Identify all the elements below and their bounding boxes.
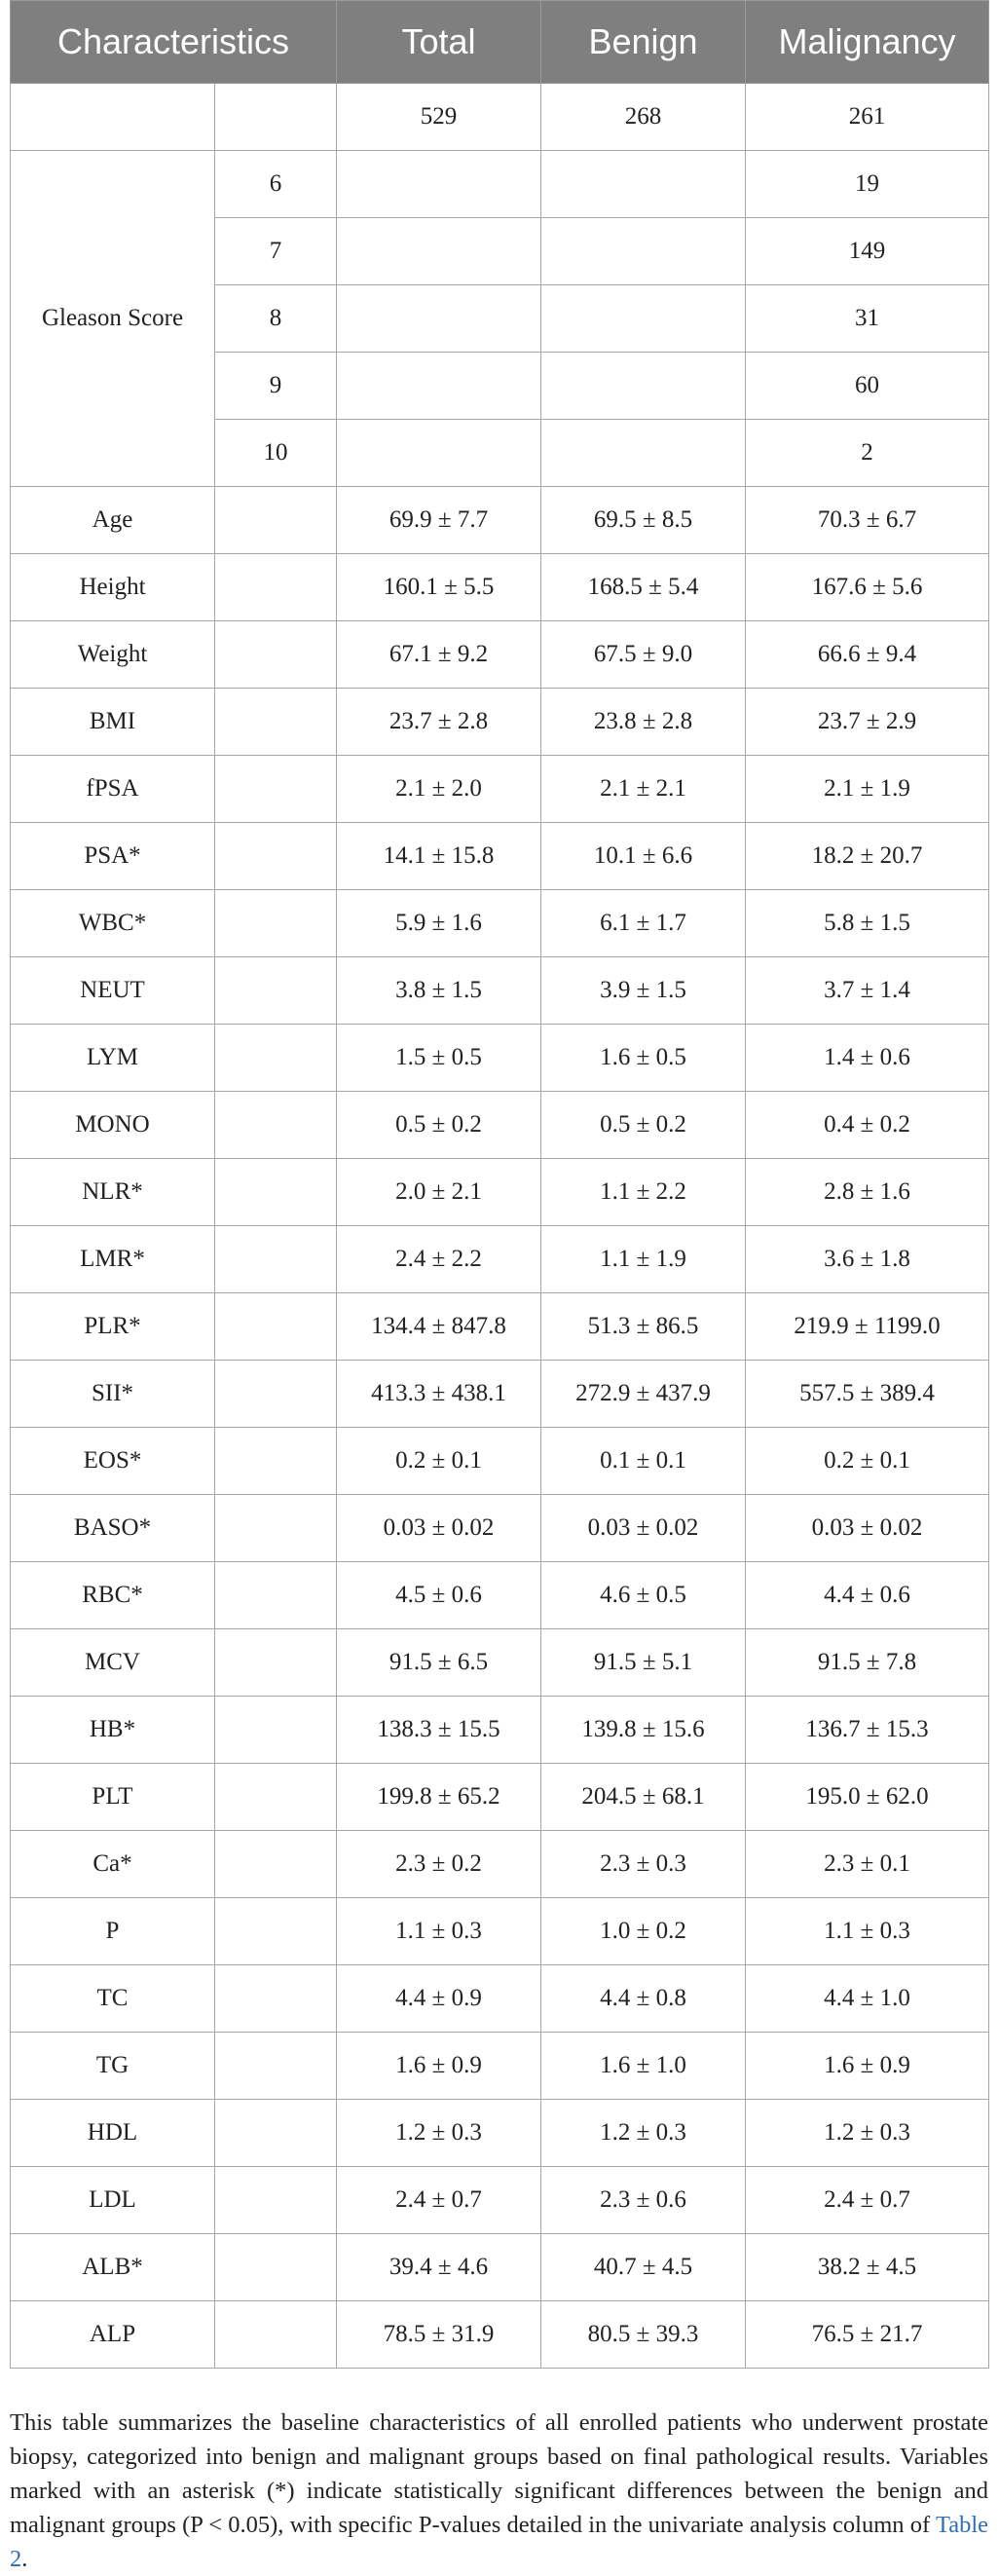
total-cell: 134.4 ± 847.8 [337,1293,541,1361]
characteristic-cell: EOS* [11,1428,215,1495]
malignancy-cell: 5.8 ± 1.5 [746,890,989,957]
total-cell: 2.4 ± 0.7 [337,2167,541,2234]
benign-cell: 2.3 ± 0.3 [541,1831,746,1898]
unit-cell [215,1562,337,1629]
table-row [11,1764,989,1831]
count-malignancy: 261 [746,84,989,151]
characteristic-cell: NLR* [11,1159,215,1226]
table-row [11,2167,989,2234]
malignancy-cell: 38.2 ± 4.5 [746,2234,989,2301]
benign-cell: 6.1 ± 1.7 [541,890,746,957]
total-cell: 14.1 ± 15.8 [337,823,541,890]
total-cell: 39.4 ± 4.6 [337,2234,541,2301]
table-caption [10,2406,988,2576]
characteristic-cell: Age [11,487,215,554]
total-cell: 199.8 ± 65.2 [337,1764,541,1831]
characteristic-cell: ALP [11,2301,215,2369]
gleason-score: 7 [215,218,337,285]
characteristic-cell: BMI [11,689,215,756]
total-cell: 138.3 ± 15.5 [337,1697,541,1764]
table-row [11,890,989,957]
header-total: Total [337,1,541,84]
total-cell: 4.4 ± 0.9 [337,1965,541,2033]
benign-cell: 2.1 ± 2.1 [541,756,746,823]
characteristic-cell: MONO [11,1092,215,1159]
total-cell: 91.5 ± 6.5 [337,1629,541,1697]
total-cell: 1.5 ± 0.5 [337,1025,541,1092]
benign-cell: 80.5 ± 39.3 [541,2301,746,2369]
gleason-benign [541,353,746,420]
unit-cell [215,957,337,1025]
unit-cell [215,1629,337,1697]
gleason-benign [541,218,746,285]
table-row [11,756,989,823]
table-row [11,2301,989,2369]
benign-cell: 10.1 ± 6.6 [541,823,746,890]
gleason-total [337,420,541,487]
header-benign: Benign [541,1,746,84]
unit-cell [215,1159,337,1226]
table-row [11,1226,989,1293]
characteristic-cell: RBC* [11,1562,215,1629]
benign-cell: 3.9 ± 1.5 [541,957,746,1025]
gleason-benign [541,420,746,487]
malignancy-cell: 2.1 ± 1.9 [746,756,989,823]
total-cell: 413.3 ± 438.1 [337,1361,541,1428]
benign-cell: 0.5 ± 0.2 [541,1092,746,1159]
malignancy-cell: 0.03 ± 0.02 [746,1495,989,1562]
malignancy-cell: 2.3 ± 0.1 [746,1831,989,1898]
malignancy-cell: 4.4 ± 1.0 [746,1965,989,2033]
characteristic-cell: PSA* [11,823,215,890]
total-cell: 1.2 ± 0.3 [337,2100,541,2167]
table-row [11,1092,989,1159]
unit-cell [215,1092,337,1159]
characteristic-cell: fPSA [11,756,215,823]
count-total: 529 [337,84,541,151]
benign-cell: 4.6 ± 0.5 [541,1562,746,1629]
table-row [11,2234,989,2301]
characteristic-cell: LDL [11,2167,215,2234]
unit-cell [215,1764,337,1831]
malignancy-cell: 66.6 ± 9.4 [746,621,989,689]
unit-cell [215,1428,337,1495]
characteristic-cell: Height [11,554,215,621]
total-cell: 0.5 ± 0.2 [337,1092,541,1159]
characteristic-cell: SII* [11,1361,215,1428]
table-row [11,689,989,756]
malignancy-cell: 2.4 ± 0.7 [746,2167,989,2234]
benign-cell: 23.8 ± 2.8 [541,689,746,756]
malignancy-cell: 1.2 ± 0.3 [746,2100,989,2167]
malignancy-cell: 1.1 ± 0.3 [746,1898,989,1965]
count-sub-empty [215,84,337,151]
table-row [11,1562,989,1629]
unit-cell [215,823,337,890]
benign-cell: 4.4 ± 0.8 [541,1965,746,2033]
benign-cell: 1.1 ± 2.2 [541,1159,746,1226]
unit-cell [215,1226,337,1293]
count-benign: 268 [541,84,746,151]
malignancy-cell: 0.4 ± 0.2 [746,1092,989,1159]
gleason-malignancy: 149 [746,218,989,285]
table-container [10,0,988,2369]
unit-cell [215,890,337,957]
malignancy-cell: 195.0 ± 62.0 [746,1764,989,1831]
malignancy-cell: 4.4 ± 0.6 [746,1562,989,1629]
unit-cell [215,1898,337,1965]
gleason-score: 6 [215,151,337,218]
table-row [11,1361,989,1428]
header-malignancy: Malignancy [746,1,989,84]
total-cell: 1.1 ± 0.3 [337,1898,541,1965]
malignancy-cell: 23.7 ± 2.9 [746,689,989,756]
total-cell: 2.1 ± 2.0 [337,756,541,823]
benign-cell: 1.0 ± 0.2 [541,1898,746,1965]
gleason-total [337,218,541,285]
benign-cell: 1.2 ± 0.3 [541,2100,746,2167]
benign-cell: 91.5 ± 5.1 [541,1629,746,1697]
malignancy-cell: 76.5 ± 21.7 [746,2301,989,2369]
benign-cell: 40.7 ± 4.5 [541,2234,746,2301]
benign-cell: 139.8 ± 15.6 [541,1697,746,1764]
total-cell: 4.5 ± 0.6 [337,1562,541,1629]
gleason-score: 8 [215,285,337,353]
gleason-label: Gleason Score [11,151,215,487]
table-2-link[interactable]: Table 2 [10,2511,988,2572]
benign-cell: 69.5 ± 8.5 [541,487,746,554]
unit-cell [215,1361,337,1428]
table-row [11,2033,989,2100]
table-row [11,1629,989,1697]
malignancy-cell: 91.5 ± 7.8 [746,1629,989,1697]
gleason-total [337,353,541,420]
table-row [11,1495,989,1562]
malignancy-cell: 18.2 ± 20.7 [746,823,989,890]
benign-cell: 67.5 ± 9.0 [541,621,746,689]
table-row [11,1025,989,1092]
benign-cell: 204.5 ± 68.1 [541,1764,746,1831]
characteristic-cell: HB* [11,1697,215,1764]
unit-cell [215,2234,337,2301]
benign-cell: 51.3 ± 86.5 [541,1293,746,1361]
unit-cell [215,1293,337,1361]
benign-cell: 1.1 ± 1.9 [541,1226,746,1293]
malignancy-cell: 0.2 ± 0.1 [746,1428,989,1495]
unit-cell [215,1025,337,1092]
characteristic-cell: TG [11,2033,215,2100]
unit-cell [215,2033,337,2100]
gleason-benign [541,285,746,353]
gleason-malignancy: 2 [746,420,989,487]
total-cell: 160.1 ± 5.5 [337,554,541,621]
caption-end: . [21,2545,28,2572]
malignancy-cell: 3.6 ± 1.8 [746,1226,989,1293]
characteristic-cell: HDL [11,2100,215,2167]
unit-cell [215,689,337,756]
characteristic-cell: Weight [11,621,215,689]
total-cell: 5.9 ± 1.6 [337,890,541,957]
unit-cell [215,2100,337,2167]
table-row [11,957,989,1025]
unit-cell [215,1697,337,1764]
header-row [11,1,989,84]
total-cell: 1.6 ± 0.9 [337,2033,541,2100]
characteristic-cell: P [11,1898,215,1965]
characteristic-cell: ALB* [11,2234,215,2301]
table-row [11,1697,989,1764]
malignancy-cell: 136.7 ± 15.3 [746,1697,989,1764]
unit-cell [215,1495,337,1562]
benign-cell: 1.6 ± 0.5 [541,1025,746,1092]
total-cell: 67.1 ± 9.2 [337,621,541,689]
malignancy-cell: 2.8 ± 1.6 [746,1159,989,1226]
characteristic-cell: PLT [11,1764,215,1831]
malignancy-cell: 219.9 ± 1199.0 [746,1293,989,1361]
unit-cell [215,554,337,621]
gleason-malignancy: 60 [746,353,989,420]
characteristic-cell: WBC* [11,890,215,957]
gleason-score: 10 [215,420,337,487]
total-cell: 23.7 ± 2.8 [337,689,541,756]
table-row [11,1898,989,1965]
table-row [11,1428,989,1495]
benign-cell: 1.6 ± 1.0 [541,2033,746,2100]
malignancy-cell: 1.4 ± 0.6 [746,1025,989,1092]
characteristic-cell: BASO* [11,1495,215,1562]
table-row [11,621,989,689]
malignancy-cell: 3.7 ± 1.4 [746,957,989,1025]
unit-cell [215,2301,337,2369]
gleason-score: 9 [215,353,337,420]
characteristic-cell: PLR* [11,1293,215,1361]
unit-cell [215,1965,337,2033]
table-row [11,823,989,890]
characteristic-cell: MCV [11,1629,215,1697]
benign-cell: 2.3 ± 0.6 [541,2167,746,2234]
characteristic-cell: Ca* [11,1831,215,1898]
total-cell: 0.2 ± 0.1 [337,1428,541,1495]
unit-cell [215,1831,337,1898]
gleason-total [337,285,541,353]
malignancy-cell: 70.3 ± 6.7 [746,487,989,554]
count-label-empty [11,84,215,151]
total-cell: 78.5 ± 31.9 [337,2301,541,2369]
header-characteristics: Characteristics [11,1,337,84]
total-cell: 0.03 ± 0.02 [337,1495,541,1562]
benign-cell: 272.9 ± 437.9 [541,1361,746,1428]
malignancy-cell: 557.5 ± 389.4 [746,1361,989,1428]
table-row [11,1831,989,1898]
gleason-malignancy: 19 [746,151,989,218]
gleason-benign [541,151,746,218]
unit-cell [215,2167,337,2234]
gleason-total [337,151,541,218]
caption-text: This table summarizes the baseline characteristics of all enrolled patients who underwent prostate biopsy, categorized into benign and malignant groups based on final pathological results. Variables marked with an asterisk (*) indicate statistically significant differences between the benign and malignant groups (P < 0.05), with specific P-values detailed in the univariate analysis column of [10,2408,988,2538]
benign-cell: 168.5 ± 5.4 [541,554,746,621]
characteristic-cell: TC [11,1965,215,2033]
table-row [11,2100,989,2167]
unit-cell [215,487,337,554]
total-cell: 2.0 ± 2.1 [337,1159,541,1226]
table-row [11,1159,989,1226]
benign-cell: 0.03 ± 0.02 [541,1495,746,1562]
characteristic-cell: LYM [11,1025,215,1092]
characteristic-cell: LMR* [11,1226,215,1293]
unit-cell [215,621,337,689]
table-row [11,554,989,621]
table-row [11,1293,989,1361]
gleason-malignancy: 31 [746,285,989,353]
total-cell: 3.8 ± 1.5 [337,957,541,1025]
malignancy-cell: 1.6 ± 0.9 [746,2033,989,2100]
total-cell: 2.3 ± 0.2 [337,1831,541,1898]
total-cell: 69.9 ± 7.7 [337,487,541,554]
table-row [11,1965,989,2033]
gleason-row [11,151,989,218]
count-row [11,84,989,151]
characteristic-cell: NEUT [11,957,215,1025]
table-row [11,487,989,554]
malignancy-cell: 167.6 ± 5.6 [746,554,989,621]
unit-cell [215,756,337,823]
total-cell: 2.4 ± 2.2 [337,1226,541,1293]
benign-cell: 0.1 ± 0.1 [541,1428,746,1495]
baseline-characteristics-table [10,0,989,2369]
